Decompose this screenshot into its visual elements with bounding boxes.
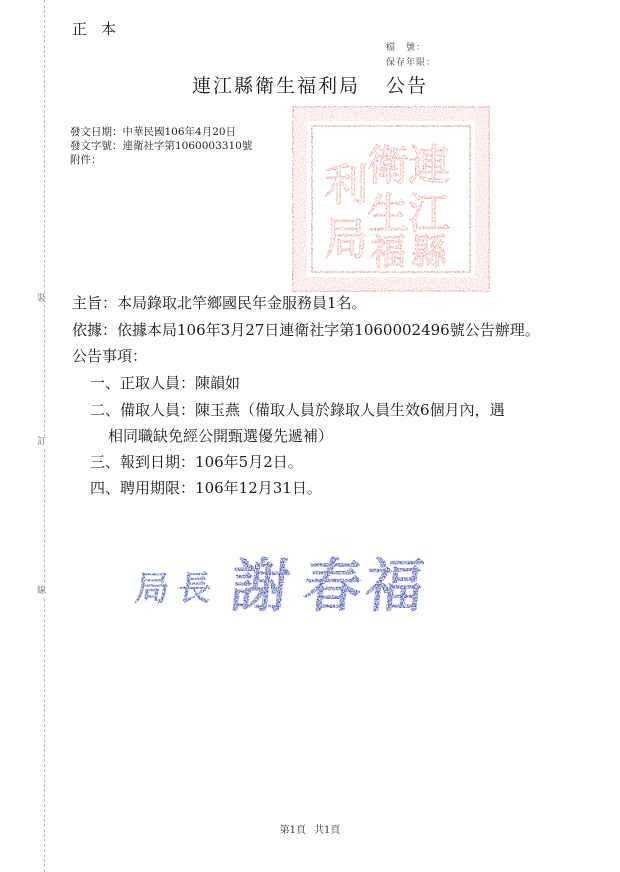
svg-text:縣: 縣 xyxy=(410,232,448,273)
svg-text:福: 福 xyxy=(369,232,407,273)
signature-char: 謝 xyxy=(227,551,294,620)
binding-char-xian: 線 xyxy=(37,586,47,596)
notice-item-2 xyxy=(90,399,505,421)
document-type: 公告 xyxy=(386,75,429,97)
basis-label: 依據： xyxy=(72,321,118,339)
agency-name: 連江縣衛生福利局 xyxy=(191,75,360,97)
page-footer xyxy=(0,821,620,836)
retention-period-label: 保存年限： xyxy=(386,58,437,68)
notice-item-1 xyxy=(90,372,240,394)
binding-char-zhuang: 裝 xyxy=(37,294,47,304)
file-number-label: 檔 號： xyxy=(386,43,427,53)
notice-item-label: 正取人員： xyxy=(120,374,196,392)
notice-item-2-continuation: 相同職缺免經公開甄選優先遞補） xyxy=(108,427,334,445)
notice-item-number: 一、 xyxy=(90,374,121,392)
signature-char: 長 xyxy=(175,569,214,609)
issue-number: 發文字號：連衛社字第1060003310號 xyxy=(70,140,253,152)
document-title xyxy=(0,71,620,98)
svg-text:江: 江 xyxy=(407,189,451,238)
notice-item-value: 106年12月31日。 xyxy=(195,479,322,497)
notice-item-3 xyxy=(90,451,303,473)
director-signature-stamp xyxy=(133,534,428,622)
official-seal-stamp xyxy=(290,104,492,294)
notice-item-value: 陳玉燕（備取人員於錄取人員生效6個月內，遇 xyxy=(195,401,505,419)
notice-item-number: 二、 xyxy=(90,401,121,419)
svg-text:連: 連 xyxy=(407,141,451,190)
notice-item-label: 報到日期： xyxy=(120,453,196,471)
notice-item-number: 三、 xyxy=(90,453,121,471)
page-number: 第1頁 xyxy=(279,825,306,836)
notice-item-label: 聘用期限： xyxy=(120,479,196,497)
notice-item-value: 106年5月2日。 xyxy=(195,453,303,471)
subject-line xyxy=(72,292,367,314)
attachment-label: 附件： xyxy=(70,154,102,166)
notice-item-number: 四、 xyxy=(90,479,121,497)
signature-char: 局 xyxy=(133,569,172,609)
basis-line xyxy=(72,319,540,341)
binding-char-ding: 訂 xyxy=(37,437,47,447)
notice-heading: 公告事項： xyxy=(72,347,148,365)
notice-item-value: 陳韻如 xyxy=(195,374,241,392)
copy-type-mark: 正本 xyxy=(72,20,131,38)
svg-text:生: 生 xyxy=(366,189,410,238)
issue-date: 發文日期：中華民國106年4月20日 xyxy=(70,126,237,138)
subject-label: 主旨： xyxy=(72,294,118,312)
signature-char: 春 xyxy=(299,551,366,620)
notice-item-4 xyxy=(90,477,322,499)
signature-char: 福 xyxy=(361,551,428,620)
page-total: 共1頁 xyxy=(314,825,341,836)
svg-text:局: 局 xyxy=(324,214,368,265)
notice-item-label: 備取人員： xyxy=(120,401,196,419)
svg-text:利: 利 xyxy=(324,160,368,211)
subject-text: 本局錄取北竿鄉國民年金服務員1名。 xyxy=(117,294,367,312)
svg-text:衛: 衛 xyxy=(366,141,410,190)
basis-text: 依據本局106年3月27日連衛社字第1060002496號公告辦理。 xyxy=(117,321,540,339)
